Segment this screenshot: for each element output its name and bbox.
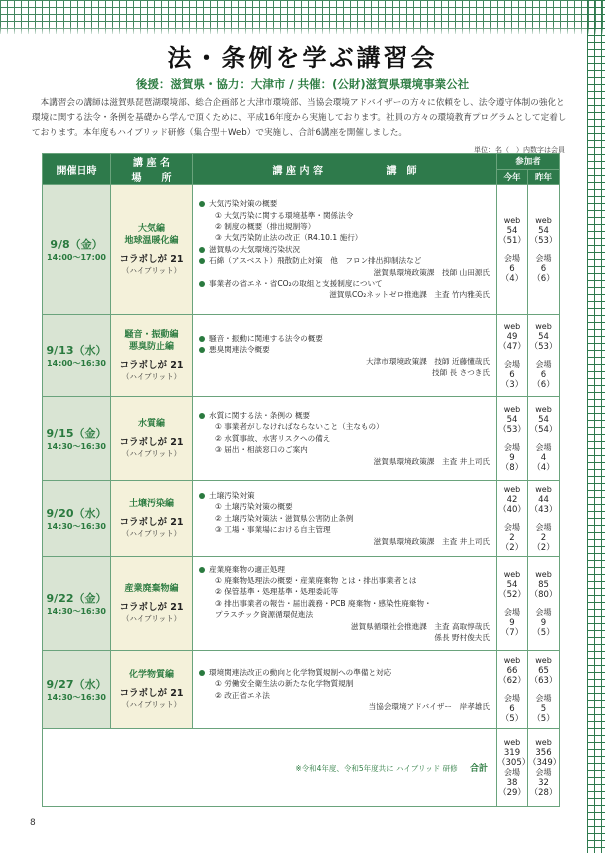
- this-venue-count: 6: [509, 263, 515, 274]
- total-last-web-members: （349）: [528, 757, 562, 768]
- content-line: 環境関連法改正の動向と化学物質規制への準備と対応: [199, 667, 490, 678]
- seminar-date: 9/15（金）: [46, 427, 107, 440]
- last-venue-count: 2: [540, 532, 547, 543]
- venue-name: コラボしが 21: [119, 688, 184, 699]
- content-cell: [193, 397, 497, 481]
- this-venue-count: 6: [509, 369, 515, 380]
- venue-format: （ハイブリット）: [121, 614, 182, 623]
- web-label: web: [535, 321, 552, 331]
- content-cell: [193, 315, 497, 397]
- seminar-row: [43, 397, 560, 481]
- this-venue-count: 9: [509, 452, 515, 463]
- web-label: web: [535, 215, 552, 225]
- this-year-cell: [497, 397, 528, 481]
- content-line: ① 大気汚染に関する環境基準・関係法令: [215, 210, 354, 220]
- seminar-row: [43, 651, 560, 729]
- last-venue-count: 9: [540, 617, 547, 628]
- this-web-members: （51）: [498, 235, 526, 246]
- total-this-venue-members: （29）: [498, 787, 526, 798]
- last-venue-members: （5）: [532, 713, 555, 724]
- course-name-line: 悪臭防止編: [128, 342, 174, 352]
- this-web-members: （40）: [498, 504, 526, 515]
- content-line: 石綿（アスベスト）飛散防止対策 他 フロン排出抑制法など: [199, 255, 490, 266]
- page-title: 法・条例を学ぶ講習会: [167, 43, 438, 72]
- date-cell: [43, 315, 111, 397]
- venue-name: コラボしが 21: [119, 254, 184, 265]
- this-web-count: 42: [506, 494, 518, 505]
- this-web-count: 66: [506, 665, 518, 676]
- total-row-label: [43, 729, 497, 807]
- last-web-count: 65: [538, 665, 549, 676]
- venue-label: 会場: [504, 253, 520, 263]
- web-label: web: [503, 655, 521, 665]
- course-cell: [111, 557, 193, 651]
- course-name: [111, 669, 192, 681]
- last-year-cell: [528, 481, 560, 557]
- total-last-web-label: web: [535, 737, 552, 747]
- seminar-table: [42, 153, 560, 807]
- content-line: 産業廃棄物の適正処理: [199, 564, 490, 575]
- last-venue-count: 6: [540, 263, 547, 274]
- last-venue-count: 4: [540, 452, 547, 463]
- content-line: 滋賀県環境政策課 主査 井上司氏: [373, 456, 490, 466]
- content-line: 大津市環境政策課 技師 近藤懂哉氏: [366, 356, 490, 366]
- venue-label: 会場: [504, 442, 520, 452]
- venue-label: 会場: [535, 442, 552, 452]
- content-line: ① 廃棄物処理法の概要・産業廃棄物 とは・排出事業者とは: [215, 575, 417, 585]
- header-grid-fade: [0, 26, 605, 36]
- seminar-row: [43, 557, 560, 651]
- this-venue-members: （2）: [500, 542, 524, 553]
- last-venue-members: （6）: [532, 379, 555, 390]
- content-line: 水質に関する法・条例の 概要: [199, 410, 490, 421]
- last-year-cell: [528, 185, 560, 315]
- page-number: 8: [30, 818, 36, 828]
- content-line: 悪臭関連法令概要: [199, 344, 490, 355]
- venue-label: 会場: [535, 607, 552, 617]
- last-venue-members: （6）: [532, 273, 555, 284]
- last-web-count: 54: [538, 331, 549, 342]
- course-name-line: 水質編: [137, 419, 165, 429]
- header-date: 開催日時: [43, 154, 111, 185]
- total-this-web-members: （305）: [497, 757, 531, 768]
- course-cell: [111, 315, 193, 397]
- venue-label: 会場: [535, 522, 552, 532]
- total-this-venue: 38: [506, 777, 518, 788]
- header-lecturer-label: 講 師: [386, 165, 417, 177]
- this-web-count: 54: [506, 579, 518, 590]
- last-venue-members: （5）: [532, 627, 555, 638]
- last-web-count: 85: [538, 579, 549, 590]
- seminar-time: 14:30〜16:30: [47, 442, 106, 451]
- content-line: ② 改正省エネ法: [215, 690, 270, 700]
- web-label: web: [535, 484, 552, 494]
- this-web-members: （52）: [498, 589, 526, 600]
- content-line: ② 制度の概要（排出規制等）: [215, 221, 316, 231]
- web-label: web: [503, 404, 521, 414]
- last-web-members: （80）: [529, 589, 558, 600]
- last-year-cell: [528, 315, 560, 397]
- header-last-year: 昨年: [528, 169, 560, 185]
- seminar-date: 9/13（水）: [46, 344, 107, 357]
- total-last-venue: 32: [538, 777, 549, 788]
- seminar-row: [43, 315, 560, 397]
- total-this-web: 319: [503, 747, 521, 758]
- header-content: [193, 154, 497, 185]
- content-cell: [193, 651, 497, 729]
- this-venue-members: （3）: [500, 379, 524, 390]
- date-cell: [43, 481, 111, 557]
- this-web-members: （62）: [498, 675, 526, 686]
- last-web-count: 44: [538, 494, 549, 505]
- course-name-line: 産業廃棄物編: [124, 584, 179, 594]
- total-this-web-label: web: [503, 737, 521, 747]
- content-line: 係長 野村俊夫氏: [434, 633, 490, 643]
- course-name-line: 地球温暖化編: [124, 236, 179, 246]
- course-name: [111, 418, 192, 430]
- course-cell: [111, 481, 193, 557]
- venue-label: 会場: [504, 607, 520, 617]
- last-year-cell: [528, 651, 560, 729]
- seminar-time: 14:00〜17:00: [47, 253, 106, 262]
- this-venue-members: （4）: [500, 273, 524, 284]
- web-label: web: [535, 655, 552, 665]
- last-web-members: （53）: [529, 341, 558, 352]
- total-this-venue-label: 会場: [504, 767, 520, 777]
- venue-label: 会場: [535, 693, 552, 703]
- total-last-year: [528, 729, 560, 807]
- web-label: web: [503, 321, 521, 331]
- sponsor-line: 後援：滋賀県・協力：大津市 / 共催：(公財)滋賀県環境事業公社: [135, 77, 470, 91]
- total-last-venue-label: 会場: [535, 767, 552, 777]
- web-label: web: [503, 569, 521, 579]
- header-course: [111, 154, 193, 185]
- venue-format: （ハイブリット）: [121, 372, 182, 381]
- venue-label: 会場: [504, 359, 520, 369]
- venue-name: コラボしが 21: [119, 517, 184, 528]
- course-name: [111, 583, 192, 595]
- content-line: 滋賀県循環社会推進課 主査 高取惇哉氏: [350, 621, 490, 631]
- content-line: ① 土壌汚染対策の概要: [215, 502, 293, 512]
- content-line: 滋賀県の大気環境汚染状況: [199, 244, 490, 255]
- total-last-web: 356: [535, 747, 552, 758]
- date-cell: [43, 557, 111, 651]
- last-year-cell: [528, 397, 560, 481]
- seminar-date: 9/27（水）: [46, 678, 107, 691]
- this-venue-members: （8）: [500, 462, 524, 473]
- venue-name: コラボしが 21: [119, 360, 184, 371]
- header-this-year: 今年: [497, 169, 528, 185]
- seminar-date: 9/22（金）: [46, 592, 107, 605]
- intro-paragraph: 本講習会の講師は滋賀県琵琶湖環境部、総合企画部と大津市環境部、当協会環境アドバイザーの方々に依頼をし、法令遵守体制の強化と環境に関する法令・条例を基礎から学んで頂くために、平成16年度から実施しております。社員の方々の環境教育プログラムとして定着しております。本年度もハイブリッド研修（集合型＋Web）で実施し、合計6講座を開催しました。: [32, 98, 567, 139]
- venue-format: （ハイブリット）: [121, 700, 182, 709]
- header-course-label: 講 座 名: [133, 158, 170, 169]
- web-label: web: [535, 569, 552, 579]
- total-label: 合計: [469, 764, 488, 774]
- this-web-count: 54: [506, 225, 518, 236]
- this-web-members: （47）: [498, 341, 526, 352]
- course-cell: [111, 651, 193, 729]
- course-name-line: 化学物質編: [128, 670, 174, 680]
- web-label: web: [503, 215, 521, 225]
- seminar-time: 14:00〜16:30: [47, 359, 106, 368]
- last-venue-count: 5: [540, 703, 547, 714]
- content-line: 騒音・振動に関連する法令の概要: [199, 333, 490, 344]
- last-venue-count: 6: [540, 369, 547, 380]
- seminar-date: 9/20（水）: [46, 507, 107, 520]
- venue-label: 会場: [504, 693, 520, 703]
- this-venue-count: 9: [509, 617, 515, 628]
- this-year-cell: [497, 315, 528, 397]
- seminar-time: 14:30〜16:30: [47, 522, 106, 531]
- this-year-cell: [497, 557, 528, 651]
- venue-format: （ハイブリット）: [121, 266, 182, 275]
- last-web-members: （54）: [529, 424, 558, 435]
- header-participants: 参加者: [497, 154, 560, 170]
- seminar-time: 14:30〜16:30: [47, 607, 106, 616]
- this-year-cell: [497, 651, 528, 729]
- content-line: 滋賀県環境政策課 主査 井上司氏: [373, 536, 490, 546]
- content-line: 土壌汚染対策: [199, 490, 490, 501]
- this-web-members: （53）: [498, 424, 526, 435]
- date-cell: [43, 185, 111, 315]
- content-line: プラスチック資源循環促進法: [215, 610, 314, 620]
- this-year-cell: [497, 481, 528, 557]
- unit-note: 単位：名（ ）内数字は会員: [474, 146, 565, 154]
- last-web-members: （53）: [529, 235, 558, 246]
- seminar-row: [43, 481, 560, 557]
- content-line: 事業者の省エネ・省CO₂の取組と支援制度について: [199, 278, 490, 289]
- this-year-cell: [497, 185, 528, 315]
- this-venue-count: 6: [509, 703, 515, 714]
- header-content-label: 講 座 内 容: [272, 165, 323, 177]
- last-web-count: 54: [538, 225, 549, 236]
- last-venue-members: （4）: [532, 462, 555, 473]
- last-year-cell: [528, 557, 560, 651]
- last-web-members: （43）: [529, 504, 558, 515]
- venue-label: 会場: [535, 359, 552, 369]
- content-line: 技師 長 さつき氏: [432, 367, 490, 377]
- content-line: 大気汚染対策の概要: [199, 198, 490, 209]
- side-grid-pattern: [587, 0, 605, 853]
- last-web-members: （63）: [529, 675, 558, 686]
- seminar-date: 9/8（金）: [50, 238, 103, 251]
- course-name-line: 騒音・振動編: [124, 330, 179, 340]
- course-name: [111, 498, 192, 510]
- date-cell: [43, 651, 111, 729]
- content-line: ① 事業者がしなければならないこと（主なもの）: [215, 422, 384, 432]
- last-venue-members: （2）: [532, 542, 555, 553]
- this-web-count: 54: [506, 414, 518, 425]
- this-venue-members: （5）: [500, 713, 524, 724]
- course-name: [111, 329, 192, 353]
- this-venue-members: （7）: [500, 627, 524, 638]
- venue-format: （ハイブリット）: [121, 449, 182, 458]
- content-line: ② 水質事故、水害リスクへの備え: [215, 433, 331, 443]
- header-venue-label: 場 所: [131, 173, 172, 184]
- content-line: 当協会環境アドバイザー 岸孝雄氏: [368, 701, 490, 711]
- course-cell: [111, 397, 193, 481]
- total-this-year: [497, 729, 531, 807]
- this-venue-count: 2: [509, 532, 515, 543]
- content-line: ① 労働安全衛生法の新たな化学物質規制: [215, 679, 354, 689]
- content-cell: [193, 185, 497, 315]
- web-label: web: [535, 404, 552, 414]
- content-cell: [193, 557, 497, 651]
- content-line: ② 土壌汚染対策法・滋賀県公害防止条例: [215, 513, 354, 523]
- total-last-venue-members: （28）: [529, 787, 558, 798]
- venue-name: コラボしが 21: [119, 437, 184, 448]
- date-cell: [43, 397, 111, 481]
- footer-note: ※令和4年度、令和5年度共に ハイブリッド 研修: [295, 764, 458, 773]
- web-label: web: [503, 484, 521, 494]
- content-line: ③ 大気汚染防止法の改正（R4.10.1 施行）: [215, 233, 363, 243]
- venue-label: 会場: [535, 253, 552, 263]
- content-line: ③ 工場・事業場における自主管理: [215, 525, 331, 535]
- this-web-count: 49: [506, 331, 518, 342]
- last-web-count: 54: [538, 414, 549, 425]
- content-cell: [193, 481, 497, 557]
- venue-label: 会場: [504, 522, 520, 532]
- content-line: ② 保管基準・処理基準・処理委託等: [215, 587, 339, 597]
- course-cell: [111, 185, 193, 315]
- venue-name: コラボしが 21: [119, 602, 184, 613]
- course-name-line: 大気編: [137, 224, 165, 234]
- venue-format: （ハイブリット）: [121, 529, 182, 538]
- course-name-line: 土壌汚染編: [128, 499, 174, 509]
- seminar-time: 14:30〜16:30: [47, 693, 106, 702]
- content-line: ③ 届出・相談窓口のご案内: [215, 445, 308, 455]
- content-line: ③ 排出事業者の報告・届出義務・PCB 廃棄物・感染性廃棄物・: [215, 598, 432, 608]
- content-line: 滋賀県環境政策課 技師 山田源氏: [373, 267, 490, 277]
- course-name: [111, 223, 192, 247]
- seminar-row: [43, 185, 560, 315]
- content-line: 滋賀県CO₂ネットゼロ推進課 主査 竹内雅美氏: [329, 290, 490, 300]
